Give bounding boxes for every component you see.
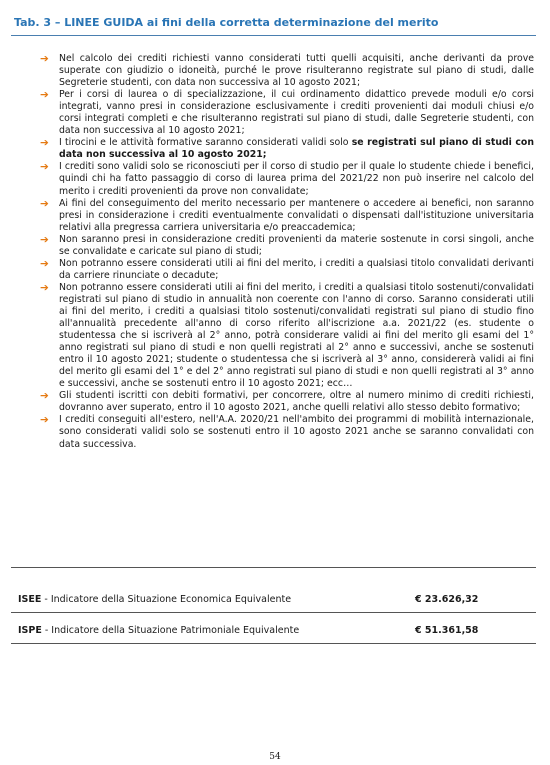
guideline-item	[11, 234, 536, 258]
arrow-right-icon: ➔	[40, 137, 49, 150]
guideline-text: Ai fini del conseguimento del merito necessario per mantenere o accedere ai benefici, non saranno presi in considerazione i crediti eventualmente convalidati o dispensati dall'istituzione universitaria relativi alla pregressa carriera universitaria e/o preaccademica;	[59, 197, 534, 233]
guidelines-section	[11, 49, 536, 568]
arrow-right-icon: ➔	[40, 233, 49, 246]
arrow-right-icon: ➔	[40, 390, 49, 403]
guideline-item	[11, 53, 536, 89]
table-row-isee	[11, 586, 536, 613]
indicator-acronym: ISEE	[18, 594, 42, 605]
arrow-right-icon: ➔	[40, 281, 49, 294]
indicator-description: - Indicatore della Situazione Economica Equivalente	[41, 594, 292, 605]
guideline-text: Nel calcolo dei crediti richiesti vanno considerati tutti quelli acquisiti, anche derivanti da prove superate con giudizio o idoneità, purché le prove risulteranno registrate sul piano di studi, dalle Segreterie studenti, con data non successiva al 10 agosto 2021;	[59, 53, 534, 89]
arrow-right-icon: ➔	[40, 53, 49, 65]
guideline-item	[11, 137, 536, 161]
guideline-item	[11, 414, 536, 450]
arrow-right-icon: ➔	[40, 197, 49, 210]
guideline-text: I tirocini e le attività formative saranno considerati validi solo	[59, 137, 352, 149]
guideline-text: Non saranno presi in considerazione crediti provenienti da materie sostenute in corsi singoli, anche se convalidate e caricate sul piano di studi;	[59, 233, 534, 257]
page-number: 54	[269, 752, 281, 762]
guideline-item	[11, 390, 536, 414]
guidelines-list	[11, 49, 536, 451]
guideline-item	[11, 282, 536, 390]
table-title-bar	[11, 11, 536, 36]
indicator-value: € 23.626,32	[415, 594, 479, 605]
indicator-value: € 51.361,58	[415, 625, 479, 636]
guideline-text: Per i corsi di laurea o di specializzazione, il cui ordinamento didattico prevede moduli e/o corsi integrati, vanno presi in considerazione esclusivamente i crediti provenienti dai moduli chiusi e/o corsi integrati completi e che risulteranno registrati sul piano di studi, dalle Segreterie studenti, con data non successiva al 10 agosto 2021;	[59, 89, 534, 137]
indicator-acronym: ISPE	[18, 625, 42, 636]
guideline-text: I crediti sono validi solo se riconosciuti per il corso di studio per il quale lo studente chiede i benefici, quindi chi ha fatto passaggio di corso di laurea prima del 2021/22 non può inserire nel calcolo del merito i crediti provenienti da prove non convalidate;	[59, 161, 534, 197]
indicator-description: - Indicatore della Situazione Patrimoniale Equivalente	[41, 625, 300, 636]
page-title: Tab. 3 – LINEE GUIDA ai fini della corretta determinazione del merito	[14, 16, 439, 29]
arrow-right-icon: ➔	[40, 257, 49, 270]
indicator-label	[18, 625, 299, 636]
guideline-text: I crediti conseguiti all'estero, nell'A.A. 2020/21 nell'ambito dei programmi di mobilità internazionale, sono considerati validi solo se sostenuti entro il 10 agosto 2021 anche se saranno convalidati con data successiva.	[59, 414, 534, 450]
arrow-right-icon: ➔	[40, 161, 49, 174]
guideline-item	[11, 161, 536, 197]
guideline-bold-text: se registrati sul piano di studi con data non successiva al 10 agosto 2021;	[59, 137, 535, 161]
guideline-item	[11, 89, 536, 137]
guideline-text: Non potranno essere considerati utili ai fini del merito, i crediti a qualsiasi titolo convalidati derivanti da carriere rinunciate o decadute;	[59, 257, 534, 281]
arrow-right-icon: ➔	[40, 89, 49, 102]
indicator-label	[18, 594, 291, 605]
guideline-item	[11, 258, 536, 282]
table-row-ispe	[11, 617, 536, 644]
guideline-text: Non potranno essere considerati utili ai fini del merito, i crediti a qualsiasi titolo sostenuti/convalidati registrati sul piano di studio in annualità non coerente con l'anno di corso. Saranno considerati utili ai fini del merito, i crediti a qualsiasi titolo sostenuti/convalidati registrati sul piano di studio fino all'annualità precedente all'anno di corso riferito all'iscrizione a.a. 2021/22 (es. studente o studentessa che si iscriverà al 2° anno, potrà considerare validi ai fini del merito gli esami del 1° anno registrati sul piano di studi e non quelli registrati al 2° anno e successivi, anche se sostenuti entro il 10 agosto 2021; studente o studentessa che si iscriverà al 3° anno, considererà validi ai fini del merito gli esami del 1° e del 2° anno registrati sul piano di studi e non quelli registrati al 3° anno e successivi, anche se sostenuti entro il 10 agosto 2021; ecc…	[59, 281, 534, 390]
arrow-right-icon: ➔	[40, 414, 49, 427]
indicators-table	[11, 586, 536, 644]
guideline-item	[11, 198, 536, 234]
guideline-text: Gli studenti iscritti con debiti formativi, per concorrere, oltre al numero minimo di crediti richiesti, dovranno aver superato, entro il 10 agosto 2021, anche quelli relativi allo stesso debito formativo;	[59, 390, 534, 414]
